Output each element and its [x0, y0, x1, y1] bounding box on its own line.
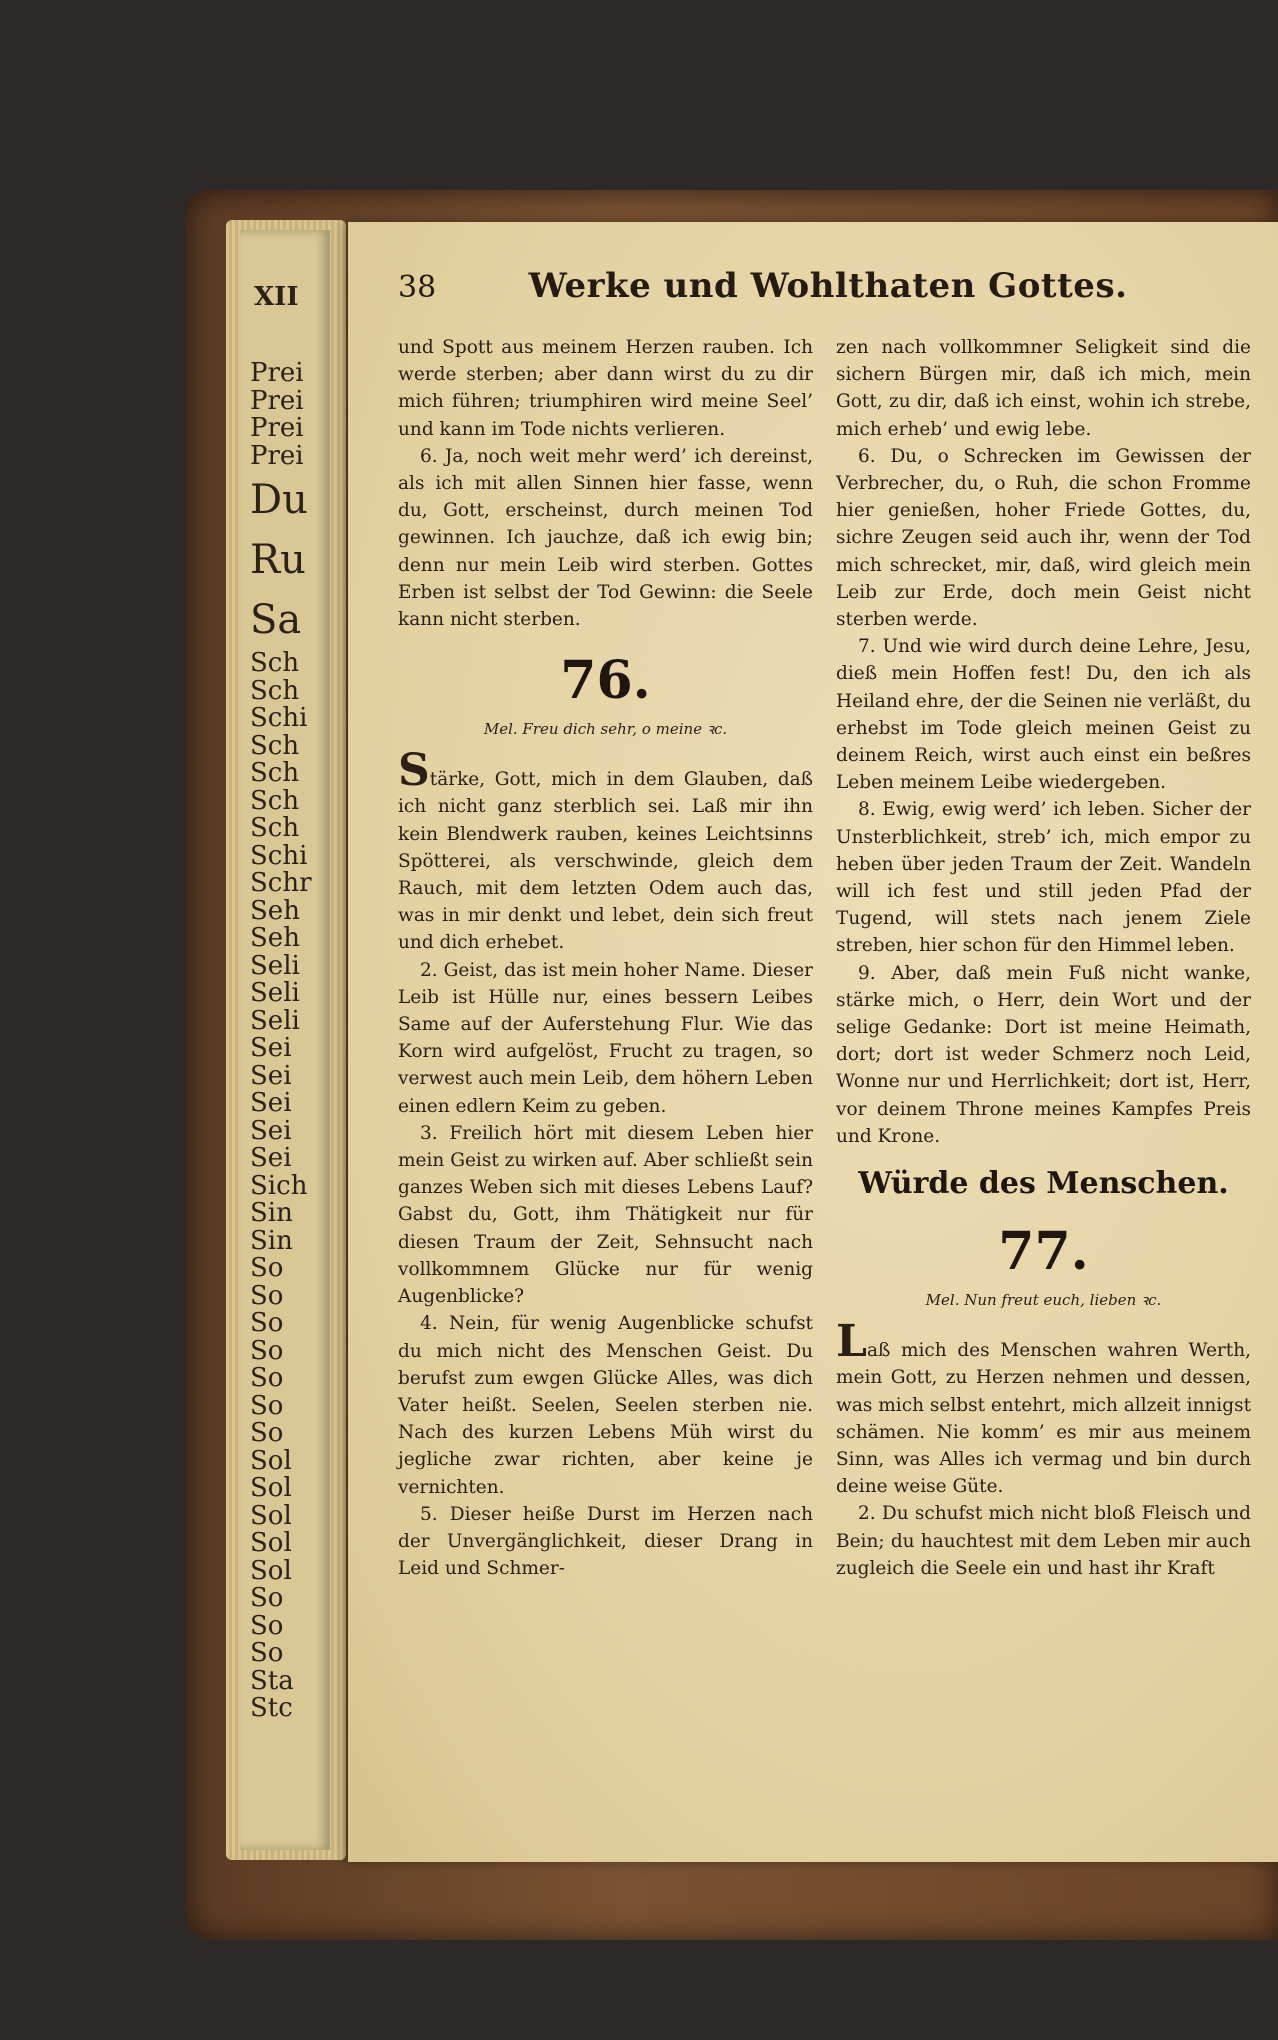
index-entry: Seli: [250, 980, 300, 1008]
stanza: 2. Geist, das ist mein hoher Name. Dieser Leib ist Hülle nur, eines bessern Leibes Same auf der Auferstehung Flur. Wie das Korn wird aufgelöst, Frucht zu tragen, so verwest auch mein Leib, dem höhern Leben einen edlern Keim zu geben.: [398, 959, 813, 1117]
index-entry: Prei: [250, 387, 304, 415]
index-entry: Seh: [250, 925, 300, 953]
index-entry: Sol: [250, 1530, 292, 1558]
index-entry: So: [250, 1282, 284, 1310]
index-entry: Prei: [250, 360, 304, 388]
hymn-number: 77.: [998, 1221, 1089, 1283]
index-entry: Schr: [250, 870, 312, 898]
index-entry: Seli: [250, 1007, 300, 1035]
index-entry: Sch: [250, 815, 300, 843]
index-entry: Sch: [250, 760, 300, 788]
stanza: 7. Und wie wird durch deine Lehre, Jesu, dieß mein Hoffen fest! Du, den ich als Heiland ehre, der die Seinen nie verläßt, du erhebst im Tode gleich meinen Geist zu deinem Reich, wirst auch einst ein beßres Leben meinem Leibe wiedergeben.: [836, 636, 1251, 794]
left-column: [398, 334, 813, 1582]
index-entry: Sei: [250, 1062, 292, 1090]
index-entry: Sch: [250, 732, 300, 760]
back-page: [240, 230, 330, 1850]
stanza: und Spott aus meinem Herzen rauben. Ich werde sterben; aber dann wirst du zu dir mich führen; triumphiren wird meine Seel’ und kann im Tode nichts verlieren.: [398, 337, 813, 440]
index-entry: Sei: [250, 1117, 292, 1145]
index-entry: Sin: [250, 1200, 293, 1228]
index-entry: Sch: [250, 787, 300, 815]
index-entry: Sol: [250, 1447, 292, 1475]
index-entry: Schi: [250, 842, 308, 870]
index-entry: So: [250, 1420, 284, 1448]
index-entry: Sei: [250, 1035, 292, 1063]
index-entry: Sta: [250, 1667, 294, 1695]
melody-line: Mel. Freu dich sehr, o meine ꝛc.: [483, 720, 728, 739]
index-entry: So: [250, 1392, 284, 1420]
hymn-number: 76.: [560, 650, 651, 712]
melody-line: Mel. Nun freut euch, lieben ꝛc.: [925, 1291, 1162, 1310]
index-entry: So: [250, 1310, 284, 1338]
back-page-header: XII: [254, 282, 299, 312]
index-entry: Sei: [250, 1145, 292, 1173]
index-entry: Sin: [250, 1227, 293, 1255]
index-entry: Prei: [250, 442, 304, 470]
index-entry: Du: [250, 477, 308, 523]
right-column: [836, 334, 1251, 1582]
stanza: 3. Freilich hört mit diesem Leben hier mein Geist zu wirken auf. Aber schließt sein ganzes Weben sich mit dieses Lebens Lauf? Gabst du, Gott, ihm Thätigkeit nur für diesen Traum der Zeit, Sehnsucht nach vollkommnem Glücke nur für wenig Augenblicke?: [398, 1122, 814, 1308]
index-entry: Sa: [250, 597, 302, 643]
stanza: Stärke, Gott, mich in dem Glauben, daß ich nicht ganz sterblich sei. Laß mir ihn kein Blendwerk rauben, keines Leichtsinns Spötterei, als verschwinde, gleich dem Rauch, mit dem letzten Odem auch das, was in mir denkt und lebet, dein sich freut und dich erhebet.: [398, 745, 813, 954]
stanza: 4. Nein, für wenig Augenblicke schufst du mich nicht des Menschen Geist. Du berufst zum ewgen Glücke Alles, was dich Vater heißt. Seelen, Seelen sterben nie. Nach des kurzen Lebens Müh wirst du jegliche zwar richten, aber keine je vernichten.: [398, 1313, 813, 1498]
stanza: 9. Aber, daß mein Fuß nicht wanke, stärke mich, o Herr, dein Wort und der selige Gedanke: Dort ist meine Heimath, dort; dort ist weder Schmerz noch Leid, Wonne nur und Herrlichkeit; dort ist, Herr, vor deinem Throne meines Kampfes Preis und Krone.: [836, 962, 1251, 1147]
stanza: Laß mich des Menschen wahren Werth, mein Gott, zu Herzen nehmen und dessen, was mich selbst entehrt, mich allzeit innigst schämen. Nie komm’ es mir aus meinem Sinn, was Alles ich vermag und bin durch deine weise Güte.: [836, 1316, 1251, 1498]
book-page: [348, 222, 1278, 1862]
stanza: 6. Ja, noch weit mehr werd’ ich dereinst, als ich mit allen Sinnen hier fasse, wenn du, Gott, erscheinst, durch meinen Tod gewinnen. Ich jauchze, daß ich ewig bin; denn nur mein Leib wird sterben. Gottes Erben ist selbst der Tod Gewinn: die Seele kann nicht sterben.: [398, 445, 813, 631]
index-entry: Sol: [250, 1502, 292, 1530]
stanza: 6. Du, o Schrecken im Gewissen der Verbrecher, du, o Ruh, die schon Fromme hier genießen, hoher Friede Gottes, du, sichre Zeugen seid auch ihr, wenn der Tod mich schrecket, mir, daß, wird gleich mein Leib zur Erde, doch mein Geist nicht sterben werde.: [836, 445, 1251, 631]
index-entry: Seli: [250, 952, 300, 980]
index-entry: Sol: [250, 1475, 292, 1503]
index-entry: Ru: [250, 537, 306, 583]
index-entry: Sei: [250, 1090, 292, 1118]
page-header: [398, 266, 1258, 310]
index-entry: Prei: [250, 415, 304, 443]
stanza: 8. Ewig, ewig werd’ ich leben. Sicher der Unsterblichkeit, streb’ ich, mich empor zu heben über jeden Traum der Zeit. Wandeln will ich fest und still jeden Pfad der Tugend, will stets nach jenem Ziele streben, hier schon für den Himmel leben.: [836, 799, 1251, 957]
page-number: 38: [398, 270, 437, 305]
stanza: zen nach vollkommner Seligkeit sind die sichern Bürgen mir, daß ich mich, mein Gott, zu dir, daß ich einst, wohin ich strebe, mich erheb’ und ewig lebe.: [836, 337, 1251, 440]
index-entry: So: [250, 1640, 284, 1668]
index-entry: So: [250, 1612, 284, 1640]
index-entry: Stc: [250, 1695, 293, 1723]
index-entry: So: [250, 1365, 284, 1393]
index-entry: Sich: [250, 1172, 308, 1200]
section-title: Würde des Menschen.: [858, 1166, 1229, 1202]
index-entry: Schi: [250, 705, 308, 733]
index-entry: Sch: [250, 677, 300, 705]
running-title: Werke und Wohlthaten Gottes.: [528, 266, 1128, 306]
index-entry: So: [250, 1255, 284, 1283]
index-entry: Seh: [250, 897, 300, 925]
stanza: 5. Dieser heiße Durst im Herzen nach der Unvergänglichkeit, dieser Drang in Leid und Schmer-: [398, 1503, 813, 1580]
index-entry: So: [250, 1585, 284, 1613]
index-entry: Sch: [250, 650, 300, 678]
index-entry: So: [250, 1337, 284, 1365]
back-page-index: [250, 360, 330, 1723]
index-entry: Sol: [250, 1557, 292, 1585]
stanza: 2. Du schufst mich nicht bloß Fleisch und Bein; du hauchtest mit dem Leben mir auch zugleich die Seele ein und hast ihr Kraft: [836, 1503, 1251, 1579]
